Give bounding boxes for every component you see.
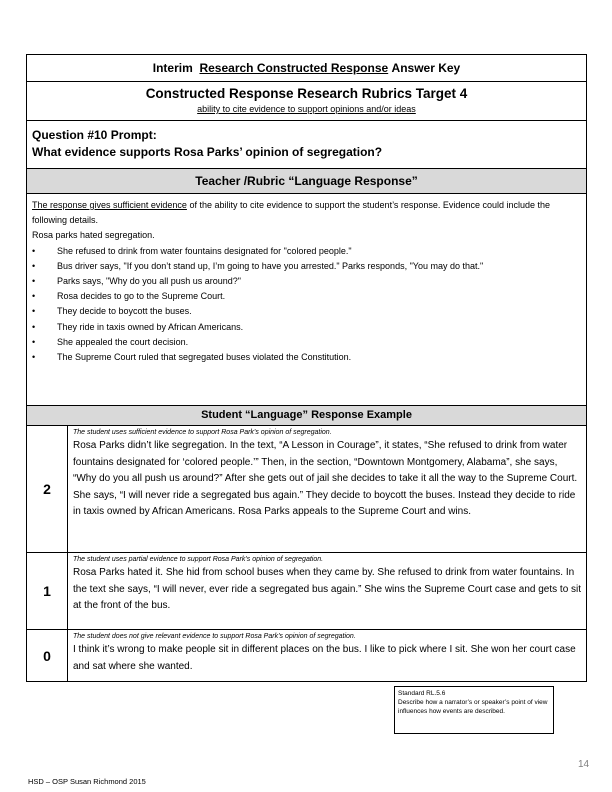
example-caption: The student uses sufficient evidence to support Rosa Park’s opinion of segregation. [73,429,332,436]
student-example-score-1 [27,553,586,630]
page-number: 14 [578,759,590,770]
answer-key-table [26,54,587,682]
example-body [68,630,586,681]
bullet-icon: • [32,291,36,302]
teacher-intro [32,198,581,228]
standard-label: Standard RL.5.6 [398,690,446,697]
teacher-intro-rest: of the ability to cite evidence to support the student’s response. Evidence could include the following details. [32,200,551,226]
list-item: • She refused to drink from water fountains designated for "colored people." [32,244,581,259]
list-item: • Rosa decides to go to the Supreme Court. [32,289,581,304]
teacher-rubric-body [27,194,586,406]
example-caption: The student uses partial evidence to support Rosa Park’s opinion of segregation. [73,556,324,563]
question-section [27,121,586,169]
title-underlined: Research Constructed Response [199,61,389,75]
score-label: 0 [27,630,68,681]
list-item: • The Supreme Court ruled that segregated buses violated the Constitution. [32,350,581,365]
bullet-icon: • [32,321,36,332]
student-example-score-0 [27,630,586,681]
example-caption: The student does not give relevant evidence to support Rosa Park’s opinion of segregation. [73,633,356,640]
question-label: Question #10 Prompt: [32,128,157,142]
document-title [27,55,586,82]
rubric-subheading: ability to cite evidence to support opinions and/or ideas [197,104,416,114]
title-prefix: Interim [152,61,193,75]
bullet-icon: • [32,352,36,363]
bullet-icon: • [32,245,36,256]
standard-description: Describe how a narrator’s or speaker’s point of view influences how events are described. [398,699,548,715]
question-prompt: What evidence supports Rosa Parks’ opinion of segregation? [32,145,383,159]
example-body [68,426,586,552]
footer-credit: HSD – OSP Susan Richmond 2015 [28,777,146,786]
example-text: I think it’s wrong to make people sit in different places on the bus. I like to pick where I sit. She won her court case and sat where she wanted. [73,644,576,672]
list-item: • They ride in taxis owned by African Americans. [32,320,581,335]
list-item: • Bus driver says, "If you don’t stand up, I’m going to have you arrested." Parks responds, "You may do that." [32,259,581,274]
standard-box [394,686,554,734]
example-text: Rosa Parks hated it. She hid from school buses when they came by. She refused to drink from water fountains. In the text she says, “I will never, ever ride a segregated bus again.” She wins the Supreme Court case and gets to sit at the front of the bus. [73,567,582,612]
bullet-icon: • [32,336,36,347]
example-text: Rosa Parks didn’t like segregation. In the text, “A Lesson in Courage”, it states, “She refused to drink from water fountains designated for ‘colored people.’” Then, in the section, “Downtown Montgomery, Alabama”, she says, “Why do you all push us around?” After she gets out of jail she decides to take it all the way to the Supreme Court. She says, “I will never ride a segregated bus again.” They decide to boycott the buses. Instead they decide to ride in taxis owned by African Americans. Rosa Parks appeals to the Supreme Court and wins. [73,440,578,518]
score-label: 2 [27,426,68,552]
evidence-list [32,244,581,366]
title-suffix: Answer Key [391,61,461,75]
teacher-rubric-heading: Teacher /Rubric “Language Response” [27,169,586,194]
teacher-intro-underlined: The response gives sufficient evidence [32,200,187,210]
bullet-icon: • [32,276,36,287]
student-example-score-2 [27,426,586,553]
list-item: • They decide to boycott the buses. [32,304,581,319]
teacher-lead: Rosa parks hated segregation. [32,230,155,241]
score-label: 1 [27,553,68,629]
bullet-icon: • [32,260,36,271]
list-item: • She appealed the court decision. [32,335,581,350]
list-item: • Parks says, "Why do you all push us around?" [32,274,581,289]
rubric-heading-section [27,82,586,121]
student-response-heading: Student “Language” Response Example [27,406,586,426]
rubric-heading: Constructed Response Research Rubrics Target 4 [145,86,468,101]
bullet-icon: • [32,306,36,317]
example-body [68,553,586,629]
